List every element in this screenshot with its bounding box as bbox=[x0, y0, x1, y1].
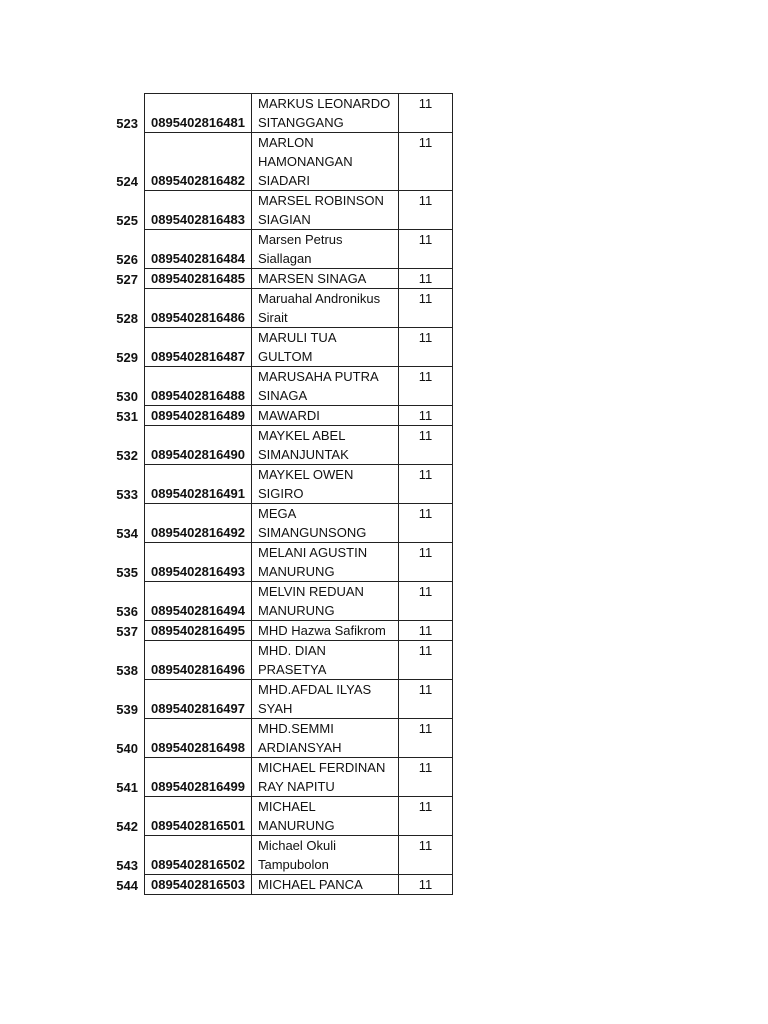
phone-cell: 0895402816495 bbox=[145, 621, 252, 641]
table-row bbox=[105, 406, 453, 426]
table-row bbox=[105, 621, 453, 641]
name-cell: MHD.AFDAL ILYAS SYAH bbox=[252, 680, 399, 719]
value-cell: 11 bbox=[399, 582, 453, 621]
table-row bbox=[105, 465, 453, 504]
name-cell: MHD.SEMMI ARDIANSYAH bbox=[252, 719, 399, 758]
phone-cell: 0895402816481 bbox=[145, 94, 252, 133]
table-row bbox=[105, 191, 453, 230]
name-cell: MARSEL ROBINSON SIAGIAN bbox=[252, 191, 399, 230]
table-row bbox=[105, 328, 453, 367]
name-cell: MAWARDI bbox=[252, 406, 399, 426]
row-number: 542 bbox=[116, 818, 138, 834]
table-row bbox=[105, 719, 453, 758]
value-cell: 11 bbox=[399, 269, 453, 289]
value-cell: 11 bbox=[399, 680, 453, 719]
table-row bbox=[105, 875, 453, 895]
value-cell: 11 bbox=[399, 191, 453, 230]
table-row bbox=[105, 680, 453, 719]
phone-cell: 0895402816485 bbox=[145, 269, 252, 289]
name-cell: MAYKEL OWEN SIGIRO bbox=[252, 465, 399, 504]
phone-cell: 0895402816486 bbox=[145, 289, 252, 328]
phone-cell: 0895402816491 bbox=[145, 465, 252, 504]
name-cell: MARULI TUA GULTOM bbox=[252, 328, 399, 367]
phone-cell: 0895402816489 bbox=[145, 406, 252, 426]
row-number: 538 bbox=[116, 662, 138, 678]
row-number: 539 bbox=[116, 701, 138, 717]
phone-cell: 0895402816494 bbox=[145, 582, 252, 621]
value-cell: 11 bbox=[399, 94, 453, 133]
name-cell: Marsen Petrus Siallagan bbox=[252, 230, 399, 269]
row-number: 534 bbox=[116, 525, 138, 541]
phone-cell: 0895402816503 bbox=[145, 875, 252, 895]
name-cell: MARUSAHA PUTRA SINAGA bbox=[252, 367, 399, 406]
phone-cell: 0895402816488 bbox=[145, 367, 252, 406]
data-table bbox=[105, 93, 453, 895]
row-number: 523 bbox=[116, 115, 138, 131]
name-cell: MARSEN SINAGA bbox=[252, 269, 399, 289]
value-cell: 11 bbox=[399, 836, 453, 875]
value-cell: 11 bbox=[399, 367, 453, 406]
table-row bbox=[105, 582, 453, 621]
table-row bbox=[105, 797, 453, 836]
phone-cell: 0895402816496 bbox=[145, 641, 252, 680]
row-number: 529 bbox=[116, 349, 138, 365]
phone-cell: 0895402816492 bbox=[145, 504, 252, 543]
table-row bbox=[105, 758, 453, 797]
value-cell: 11 bbox=[399, 289, 453, 328]
table-row bbox=[105, 836, 453, 875]
row-number: 544 bbox=[116, 877, 138, 893]
table-row bbox=[105, 504, 453, 543]
row-number: 536 bbox=[116, 603, 138, 619]
row-number: 540 bbox=[116, 740, 138, 756]
table-row bbox=[105, 641, 453, 680]
value-cell: 11 bbox=[399, 719, 453, 758]
value-cell: 11 bbox=[399, 406, 453, 426]
phone-cell: 0895402816497 bbox=[145, 680, 252, 719]
name-cell: MAYKEL ABEL SIMANJUNTAK bbox=[252, 426, 399, 465]
name-cell: MHD. DIAN PRASETYA bbox=[252, 641, 399, 680]
name-cell: MARLON HAMONANGAN SIADARI bbox=[252, 133, 399, 191]
phone-cell: 0895402816499 bbox=[145, 758, 252, 797]
name-cell: MELVIN REDUAN MANURUNG bbox=[252, 582, 399, 621]
row-number: 535 bbox=[116, 564, 138, 580]
table-row bbox=[105, 133, 453, 191]
row-number: 530 bbox=[116, 388, 138, 404]
value-cell: 11 bbox=[399, 230, 453, 269]
value-cell: 11 bbox=[399, 797, 453, 836]
phone-cell: 0895402816482 bbox=[145, 133, 252, 191]
phone-cell: 0895402816487 bbox=[145, 328, 252, 367]
row-number: 541 bbox=[116, 779, 138, 795]
table-body bbox=[105, 94, 453, 895]
phone-cell: 0895402816484 bbox=[145, 230, 252, 269]
name-cell: MEGA SIMANGUNSONG bbox=[252, 504, 399, 543]
row-number: 533 bbox=[116, 486, 138, 502]
value-cell: 11 bbox=[399, 875, 453, 895]
value-cell: 11 bbox=[399, 758, 453, 797]
row-number: 525 bbox=[116, 212, 138, 228]
value-cell: 11 bbox=[399, 133, 453, 191]
value-cell: 11 bbox=[399, 543, 453, 582]
name-cell: MARKUS LEONARDO SITANGGANG bbox=[252, 94, 399, 133]
row-number: 543 bbox=[116, 857, 138, 873]
name-cell: Michael Okuli Tampubolon bbox=[252, 836, 399, 875]
name-cell: Maruahal Andronikus Sirait bbox=[252, 289, 399, 328]
name-cell: MICHAEL PANCA bbox=[252, 875, 399, 895]
value-cell: 11 bbox=[399, 641, 453, 680]
phone-cell: 0895402816502 bbox=[145, 836, 252, 875]
row-number: 537 bbox=[116, 623, 138, 639]
row-number: 524 bbox=[116, 173, 138, 189]
table-row bbox=[105, 269, 453, 289]
table-row bbox=[105, 426, 453, 465]
table-row bbox=[105, 543, 453, 582]
phone-cell: 0895402816493 bbox=[145, 543, 252, 582]
phone-cell: 0895402816501 bbox=[145, 797, 252, 836]
table-row bbox=[105, 289, 453, 328]
value-cell: 11 bbox=[399, 621, 453, 641]
row-number: 532 bbox=[116, 447, 138, 463]
row-number: 527 bbox=[116, 271, 138, 287]
phone-cell: 0895402816490 bbox=[145, 426, 252, 465]
phone-cell: 0895402816483 bbox=[145, 191, 252, 230]
value-cell: 11 bbox=[399, 504, 453, 543]
table-row bbox=[105, 367, 453, 406]
name-cell: MELANI AGUSTIN MANURUNG bbox=[252, 543, 399, 582]
name-cell: MICHAEL MANURUNG bbox=[252, 797, 399, 836]
name-cell: MICHAEL FERDINAN RAY NAPITU bbox=[252, 758, 399, 797]
value-cell: 11 bbox=[399, 426, 453, 465]
row-number: 528 bbox=[116, 310, 138, 326]
value-cell: 11 bbox=[399, 328, 453, 367]
phone-cell: 0895402816498 bbox=[145, 719, 252, 758]
row-number: 526 bbox=[116, 251, 138, 267]
value-cell: 11 bbox=[399, 465, 453, 504]
name-cell: MHD Hazwa Safikrom bbox=[252, 621, 399, 641]
table-row bbox=[105, 230, 453, 269]
table-row bbox=[105, 94, 453, 133]
row-number: 531 bbox=[116, 408, 138, 424]
